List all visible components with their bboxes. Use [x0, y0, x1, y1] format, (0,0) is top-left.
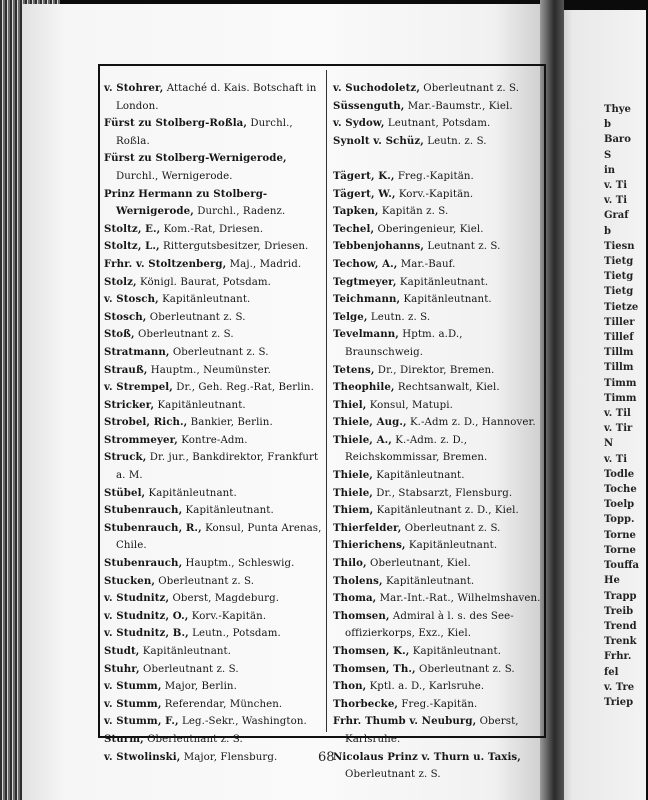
entry-name: Stubenrauch,: [104, 504, 183, 517]
entry-details: Leutnant, Potsdam.: [384, 118, 491, 130]
directory-entry: [333, 432, 543, 467]
entry-name: Thiele, A.,: [333, 433, 392, 446]
directory-entry: [104, 397, 322, 415]
entry-details: Oberst, Magdeburg.: [169, 593, 280, 605]
entry-details: Oberleutnant z. S.: [345, 769, 441, 781]
entry-name: Thon,: [333, 680, 367, 693]
entry-details: Kapitänleutnant.: [182, 505, 274, 517]
directory-entry: [104, 256, 322, 274]
facing-page-line: Trenk: [604, 636, 637, 648]
facing-page-line: Frhr.: [604, 651, 632, 663]
entry-details: Bankier, Berlin.: [187, 417, 273, 429]
directory-entry: [104, 432, 322, 450]
entry-name: Frhr. v. Stoltzenberg,: [104, 257, 227, 270]
entry-name: v. Studnitz, O.,: [104, 609, 189, 622]
facing-page-line: Tietze: [604, 301, 639, 313]
entry-details: Leutnant z. S.: [424, 241, 501, 253]
entry-details: Oberst, Karlsruhe.: [345, 716, 519, 745]
directory-entry: [104, 713, 322, 731]
facing-page-line: Torne: [604, 544, 636, 556]
entry-details: Konsul, Matupi.: [366, 399, 453, 411]
entry-name: Tebbenjohanns,: [333, 240, 425, 253]
facing-page-line: Tiller: [604, 316, 635, 328]
entry-details: Freg.-Kapitän.: [398, 698, 478, 710]
entry-name: Thiem,: [333, 504, 374, 517]
directory-entry: [104, 502, 322, 520]
entry-details: Kapitänleutnant.: [139, 646, 232, 657]
directory-entry: [104, 449, 322, 484]
entry-name: Strommeyer,: [104, 433, 178, 446]
entry-details: Hauptm., Neumünster.: [147, 364, 271, 376]
entry-name: Tägert, W.,: [333, 187, 396, 200]
entry-name: Stratmann,: [104, 345, 170, 358]
facing-page-line: Baro: [604, 134, 631, 146]
facing-page-line: Toelp: [604, 499, 635, 511]
entry-details: Kapitänleutnant.: [400, 294, 492, 306]
entry-name: v. Stumm,: [104, 697, 162, 710]
entry-name: v. Sydow,: [333, 117, 385, 130]
facing-page-line: Tillm: [604, 347, 634, 359]
facing-page-line: Treib: [604, 605, 634, 617]
entry-name: Studt,: [104, 645, 140, 657]
entry-name: v. Stosch,: [104, 293, 159, 306]
directory-entry: [333, 256, 543, 274]
entry-name: Techel,: [333, 222, 375, 235]
entry-name: Thiele,: [333, 469, 373, 482]
entry-details: Kapitänleutnant.: [409, 646, 502, 657]
directory-entry: [333, 608, 543, 643]
entry-details: Königl. Baurat, Potsdam.: [136, 276, 271, 288]
directory-entry: [333, 203, 543, 221]
directory-entry: [104, 414, 322, 432]
directory-entry: [333, 555, 543, 573]
facing-page-line: Trapp: [604, 590, 637, 602]
directory-entry: [333, 661, 543, 679]
directory-entry: [333, 397, 543, 415]
entry-name: Süssenguth,: [333, 99, 405, 112]
directory-entry: [333, 678, 543, 696]
entry-details: Kapitän z. S.: [378, 206, 449, 218]
entry-details: Mar.-Bauf.: [397, 258, 456, 270]
entry-name: Telge,: [333, 310, 368, 323]
entry-details: Dr., Geh. Reg.-Rat, Berlin.: [172, 382, 314, 394]
directory-entry: [333, 537, 543, 555]
entry-name: Thomsen, Th.,: [333, 662, 416, 675]
directory-entry: [104, 186, 322, 221]
entry-details: Kptl. a. D., Karlsruhe.: [366, 681, 485, 693]
facing-page-line: N: [604, 438, 614, 450]
directory-entry: [333, 326, 543, 361]
facing-page-line: v. Til: [604, 408, 631, 420]
directory-entry: [104, 643, 322, 661]
entry-details: Kontre-Adm.: [177, 434, 248, 446]
entry-name: Stübel,: [104, 486, 146, 499]
entry-name: Thierfelder,: [333, 521, 402, 534]
directory-entry: [333, 749, 543, 784]
directory-entry: [333, 186, 543, 204]
entry-name: Thiele,: [333, 486, 373, 499]
facing-page-line: Timm: [604, 392, 637, 404]
facing-page-line: Todle: [604, 468, 635, 480]
facing-page-line: b: [604, 119, 611, 131]
entry-details: Oberleutnant z. S.: [134, 329, 234, 341]
facing-page-line: Topp.: [604, 514, 635, 526]
entry-name: Thorbecke,: [333, 697, 399, 710]
directory-entry: [104, 274, 322, 292]
entry-details: Leutn., Potsdam.: [188, 628, 281, 640]
facing-page-line: Timm: [604, 377, 637, 389]
entry-details: K.-Adm z. D., Hannover.: [406, 417, 536, 429]
entry-details: Referendar, München.: [161, 698, 283, 710]
entry-details: Mar.-Int.-Rat., Wilhelmshaven.: [376, 593, 541, 605]
directory-entry: [104, 731, 322, 749]
entry-details: Korv.-Kapitän.: [395, 188, 474, 200]
entry-details: Maj., Madrid.: [226, 258, 302, 270]
directory-entry: [104, 661, 322, 679]
entry-name: Nicolaus Prinz v. Thurn u. Taxis,: [333, 750, 521, 763]
entry-details: Leutn. z. S.: [423, 135, 487, 147]
facing-page-line: Triep: [604, 696, 634, 708]
facing-page-line: fel: [604, 666, 619, 678]
entry-name: Frhr. Thumb v. Neuburg,: [333, 715, 477, 728]
directory-entry: [104, 625, 322, 643]
entry-name: Thomsen,: [333, 609, 390, 622]
page-number: 68: [318, 750, 335, 765]
facing-page: [556, 10, 646, 800]
entry-name: Theophile,: [333, 381, 395, 394]
entry-name: Thoma,: [333, 592, 377, 605]
facing-page-line: Tillef: [604, 332, 634, 344]
directory-entry: [104, 520, 322, 555]
facing-page-line: Trend: [604, 620, 637, 632]
entry-name: Tegtmeyer,: [333, 275, 397, 288]
entry-details: Oberleutnant z. S.: [143, 733, 243, 745]
entry-details: Kapitänleutnant.: [372, 470, 465, 482]
entry-details: Oberleutnant z. S.: [139, 663, 239, 675]
directory-entry: [104, 291, 322, 309]
facing-page-line: Toche: [604, 484, 637, 496]
directory-entry: [333, 520, 543, 538]
entry-details: Konsul, Punta Arenas, Chile.: [116, 522, 322, 552]
directory-entry: [333, 238, 543, 256]
facing-page-line: Tillm: [604, 362, 634, 374]
directory-entry: [333, 98, 543, 116]
directory-entry: [333, 713, 543, 748]
directory-entry: [104, 555, 322, 573]
directory-entry: [333, 573, 543, 591]
entry-details: Durchl., Wernigerode.: [116, 170, 233, 182]
facing-page-line: He: [604, 575, 620, 587]
entry-details: Dr., Direktor, Bremen.: [374, 364, 495, 376]
entry-details: Leutn. z. S.: [367, 311, 431, 323]
directory-entry: [104, 485, 322, 503]
entry-details: Kapitänleutnant.: [154, 399, 246, 411]
facing-page-line: S: [604, 149, 612, 161]
entry-details: Leg.-Sekr., Washington.: [178, 716, 307, 728]
entry-details: Oberleutnant z. S.: [401, 522, 501, 534]
entry-details: Kapitänleutnant.: [145, 487, 237, 499]
facing-page-line: v. Tir: [604, 423, 633, 435]
entry-name: Stricker,: [104, 398, 155, 411]
entry-details: Oberingenieur, Kiel.: [374, 223, 484, 235]
entry-name: Teichmann,: [333, 293, 401, 306]
entry-name: Thiel,: [333, 398, 367, 411]
entry-details: Kapitänleutnant.: [158, 294, 251, 306]
entry-details: Major, Flensburg.: [180, 751, 278, 763]
directory-entry: [104, 326, 322, 344]
entry-name: Tetens,: [333, 363, 375, 376]
facing-page-line: v. Tre: [604, 681, 635, 693]
facing-page-line: v. Ti: [604, 180, 628, 192]
entry-name: Prinz Hermann zu Stolberg-Wernigerode,: [104, 187, 268, 218]
entry-details: Kapitänleutnant z. D., Kiel.: [373, 505, 519, 517]
directory-entry: [333, 150, 543, 168]
directory-entry: [333, 696, 543, 714]
entry-details: Dr., Stabsarzt, Flensburg.: [372, 487, 513, 499]
entry-name: v. Stumm,: [104, 680, 162, 693]
entry-name: Stuhr,: [104, 662, 140, 675]
directory-entry: [104, 749, 322, 767]
entry-name: Stubenrauch,: [104, 557, 183, 570]
facing-page-line: in: [604, 164, 616, 176]
directory-entry: [104, 344, 322, 362]
facing-page-line: Graf: [604, 210, 629, 222]
directory-entry: [104, 678, 322, 696]
entry-details: Kom.-Rat, Driesen.: [160, 223, 264, 235]
directory-entry: [104, 362, 322, 380]
entry-details: Kapitänleutnant.: [382, 575, 475, 587]
entry-details: Major, Berlin.: [161, 681, 237, 693]
facing-page-line: Tietg: [604, 271, 634, 283]
entry-details: Kapitänleutnant.: [396, 276, 489, 288]
entry-name: v. Studnitz,: [104, 592, 170, 605]
entry-details: Korv.-Kapitän.: [188, 610, 267, 622]
entry-name: Stubenrauch, R.,: [104, 521, 202, 534]
right-column: [333, 80, 543, 784]
entry-name: v. Stwolinski,: [104, 750, 181, 763]
entry-name: Struck,: [104, 451, 147, 464]
entry-name: Fürst zu Stolberg-Roßla,: [104, 117, 248, 130]
directory-entry: [333, 133, 543, 151]
entry-details: Admiral à l. s. des See-offizierkorps, Exz., Kiel.: [345, 610, 514, 640]
entry-name: Strobel, Rich.,: [104, 416, 188, 429]
left-column: [104, 80, 322, 766]
facing-page-column: [604, 102, 648, 710]
facing-page-line: v. Ti: [604, 195, 628, 207]
directory-entry: [333, 221, 543, 239]
entry-details: Oberleutnant z. S.: [415, 663, 515, 675]
directory-entry: [333, 467, 543, 485]
entry-name: Tevelmann,: [333, 328, 399, 341]
entry-details: Durchl., Radenz.: [193, 206, 286, 218]
directory-entry: [333, 115, 543, 133]
entry-details: Attaché d. Kais. Botschaft in London.: [116, 83, 317, 112]
entry-details: Freg.-Kapitän.: [394, 170, 474, 182]
entry-name: Thierichens,: [333, 539, 406, 552]
entry-name: v. Stohrer,: [104, 82, 164, 94]
facing-page-line: Thye: [604, 104, 631, 115]
entry-name: Fürst zu Stolberg-Wernigerode,: [104, 152, 287, 165]
directory-entry: [104, 115, 322, 150]
directory-entry: [333, 80, 543, 98]
directory-entry: [104, 150, 322, 185]
entry-details: Oberleutnant, Kiel.: [366, 558, 471, 570]
entry-details: Oberleutnant z. S.: [154, 575, 255, 587]
directory-entry: [104, 238, 322, 256]
directory-entry: [104, 309, 322, 327]
directory-entry: [333, 414, 543, 432]
entry-name: Sturm,: [104, 732, 144, 745]
entry-name: Thilo,: [333, 557, 367, 570]
entry-details: Mar.-Baumstr., Kiel.: [404, 100, 513, 112]
entry-name: v. Studnitz, B.,: [104, 627, 189, 640]
facing-page-line: Tiesn: [604, 240, 635, 252]
directory-entry: [333, 502, 543, 520]
entry-name: Stolz,: [104, 275, 137, 288]
entry-name: Stoltz, E.,: [104, 222, 161, 235]
directory-entry: [333, 590, 543, 608]
directory-entry: [333, 643, 543, 661]
directory-entry: [333, 309, 543, 327]
directory-entry: [104, 573, 322, 591]
entry-name: Stoß,: [104, 328, 135, 341]
facing-page-line: Touffa: [604, 560, 639, 572]
entry-details: Durchl., Roßla.: [116, 118, 293, 147]
directory-entry: [104, 221, 322, 239]
facing-page-line: Tietg: [604, 286, 634, 298]
entry-name: Techow, A.,: [333, 257, 398, 270]
directory-entry: [104, 379, 322, 397]
directory-entry: [333, 274, 543, 292]
facing-page-line: b: [604, 225, 611, 237]
entry-name: Stosch,: [104, 310, 147, 323]
directory-entry: [104, 608, 322, 626]
entry-details: Hptm. a.D., Braunschweig.: [345, 329, 463, 358]
entry-details: Dr. jur., Bankdirektor, Frankfurt a. M.: [116, 452, 319, 482]
entry-details: Kapitänleutnant.: [405, 540, 498, 552]
facing-page-line: v. Ti: [604, 453, 628, 465]
directory-entry: [333, 291, 543, 309]
entry-name: v. Strempel,: [104, 381, 173, 394]
entry-name: v. Stumm, F.,: [104, 715, 179, 728]
entry-name: Thomsen, K.,: [333, 645, 410, 657]
directory-entry: [104, 590, 322, 608]
entry-details: Hauptm., Schleswig.: [182, 558, 295, 570]
directory-entry: [333, 168, 543, 186]
entry-details: K.-Adm. z. D., Reichskommissar, Bremen.: [345, 434, 488, 464]
entry-details: Oberleutnant z. S.: [146, 311, 246, 323]
entry-name: Stucken,: [104, 574, 155, 587]
entry-name: Synolt v. Schüz,: [333, 134, 424, 147]
entry-details: Rittergutsbesitzer, Driesen.: [159, 241, 309, 253]
facing-page-line: Tietg: [604, 256, 634, 268]
entry-details: Rechtsanwalt, Kiel.: [394, 382, 500, 394]
entry-name: Strauß,: [104, 363, 148, 376]
directory-entry: [104, 696, 322, 714]
directory-entry: [333, 485, 543, 503]
entry-name: Tapken,: [333, 205, 379, 218]
entry-details: Oberleutnant z. S.: [169, 346, 269, 358]
column-divider: [326, 70, 327, 732]
entry-name: Stoltz, L.,: [104, 240, 160, 253]
entry-name: Tholens,: [333, 574, 383, 587]
entry-name: v. Suchodoletz,: [333, 82, 420, 94]
directory-entry: [104, 80, 322, 115]
entry-details: Oberleutnant z. S.: [419, 83, 520, 94]
directory-entry: [333, 379, 543, 397]
entry-name: Thiele, Aug.,: [333, 416, 407, 429]
directory-entry: [333, 362, 543, 380]
entry-name: Tägert, K.,: [333, 169, 395, 182]
facing-page-line: Torne: [604, 529, 636, 541]
